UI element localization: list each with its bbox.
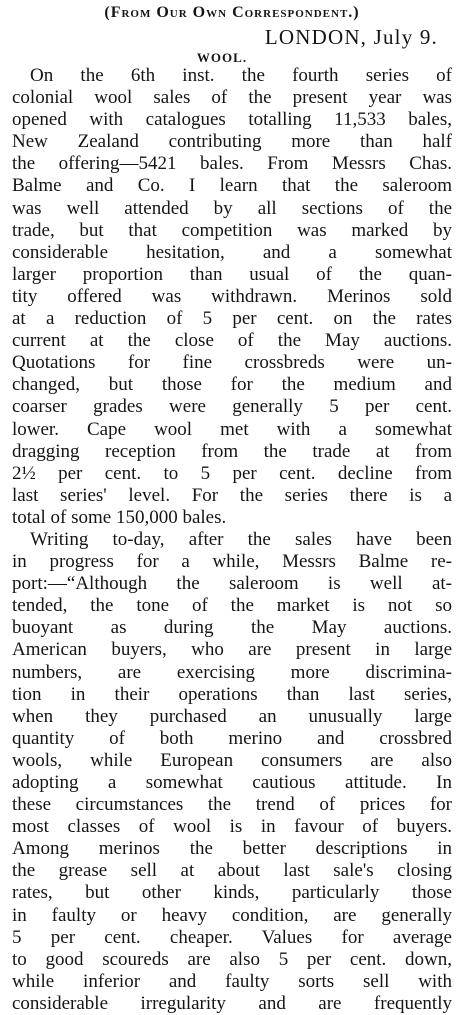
article-line: last series' level. For the series there is a [12, 484, 452, 506]
article-line: tion in their operations than last series, [12, 683, 452, 705]
article-line: while inferior and faulty sorts sell with [12, 970, 452, 992]
article-line: the offering—5421 bales. From Messrs Chas. [12, 153, 452, 175]
article-line: when they purchased an unusually large [12, 705, 452, 727]
article-line: buoyant as during the May auctions. [12, 617, 452, 639]
correspondent-byline: (From Our Own Correspondent.) [104, 4, 360, 21]
article-body [12, 65, 452, 1015]
article-line: wools, while European consumers are also [12, 749, 452, 771]
section-subheading: WOOL. [196, 50, 248, 65]
article-line: Balme and Co. I learn that the saleroom [12, 175, 452, 197]
article-line: On the 6th inst. the fourth series of [30, 65, 452, 86]
article-line: in progress for a while, Messrs Balme re- [12, 551, 452, 573]
article-line: 5 per cent. cheaper. Values for average [12, 926, 452, 948]
article-line: quantity of both merino and crossbred [12, 727, 452, 749]
article-line: considerable irregularity and are frequently [12, 992, 452, 1014]
article-line: the grease sell at about last sale's closing [12, 860, 452, 882]
article-line: colonial wool sales of the present year was [12, 87, 452, 109]
article-line: trade, but that competition was marked by [12, 219, 452, 241]
article-line: current at the close of the May auctions. [12, 330, 452, 352]
article-line: total of some 150,000 bales. [12, 506, 227, 528]
article-line: dragging reception from the trade at from [12, 440, 452, 462]
article-line: numbers, are exercising more discrimina- [12, 661, 452, 683]
article-line: was well attended by all sections of the [12, 197, 452, 219]
article-line: 2½ per cent. to 5 per cent. decline from [12, 462, 452, 484]
article-line: adopting a somewhat cautious attitude. In [12, 772, 452, 793]
article-line: New Zealand contributing more than half [12, 131, 452, 153]
article-line: these circumstances the trend of prices for [12, 794, 452, 816]
article-line: American buyers, who are present in large [12, 639, 452, 661]
article-line: coarser grades were generally 5 per cent. [12, 396, 452, 418]
article-line: Writing to-day, after the sales have been [30, 528, 452, 550]
article-line: Among merinos the better descriptions in [12, 838, 452, 860]
article-line: larger proportion than usual of the quan- [12, 263, 452, 285]
article-line: Quotations for fine crossbreds were un- [12, 352, 452, 374]
article-line: to good scoureds are also 5 per cent. down, [12, 948, 452, 970]
article-line: at a reduction of 5 per cent. on the rates [12, 308, 452, 330]
article-line: tended, the tone of the market is not so [12, 595, 452, 617]
article-line: rates, but other kinds, particularly those [12, 882, 452, 904]
article-line: tity offered was withdrawn. Merinos sold [12, 285, 452, 307]
article-line: port:—“Although the saleroom is well at- [12, 573, 452, 595]
news-article [12, 2, 452, 1015]
article-line: considerable hesitation, and a somewhat [12, 241, 452, 263]
article-line: in faulty or heavy condition, are generally [12, 904, 452, 926]
article-line: changed, but those for the medium and [12, 374, 452, 396]
dateline: LONDON, July 9. [264, 25, 438, 49]
article-line: lower. Cape wool met with a somewhat [12, 418, 452, 440]
article-line: opened with catalogues totalling 11,533 bales, [12, 109, 452, 131]
article-line: most classes of wool is in favour of buyers. [12, 816, 452, 838]
